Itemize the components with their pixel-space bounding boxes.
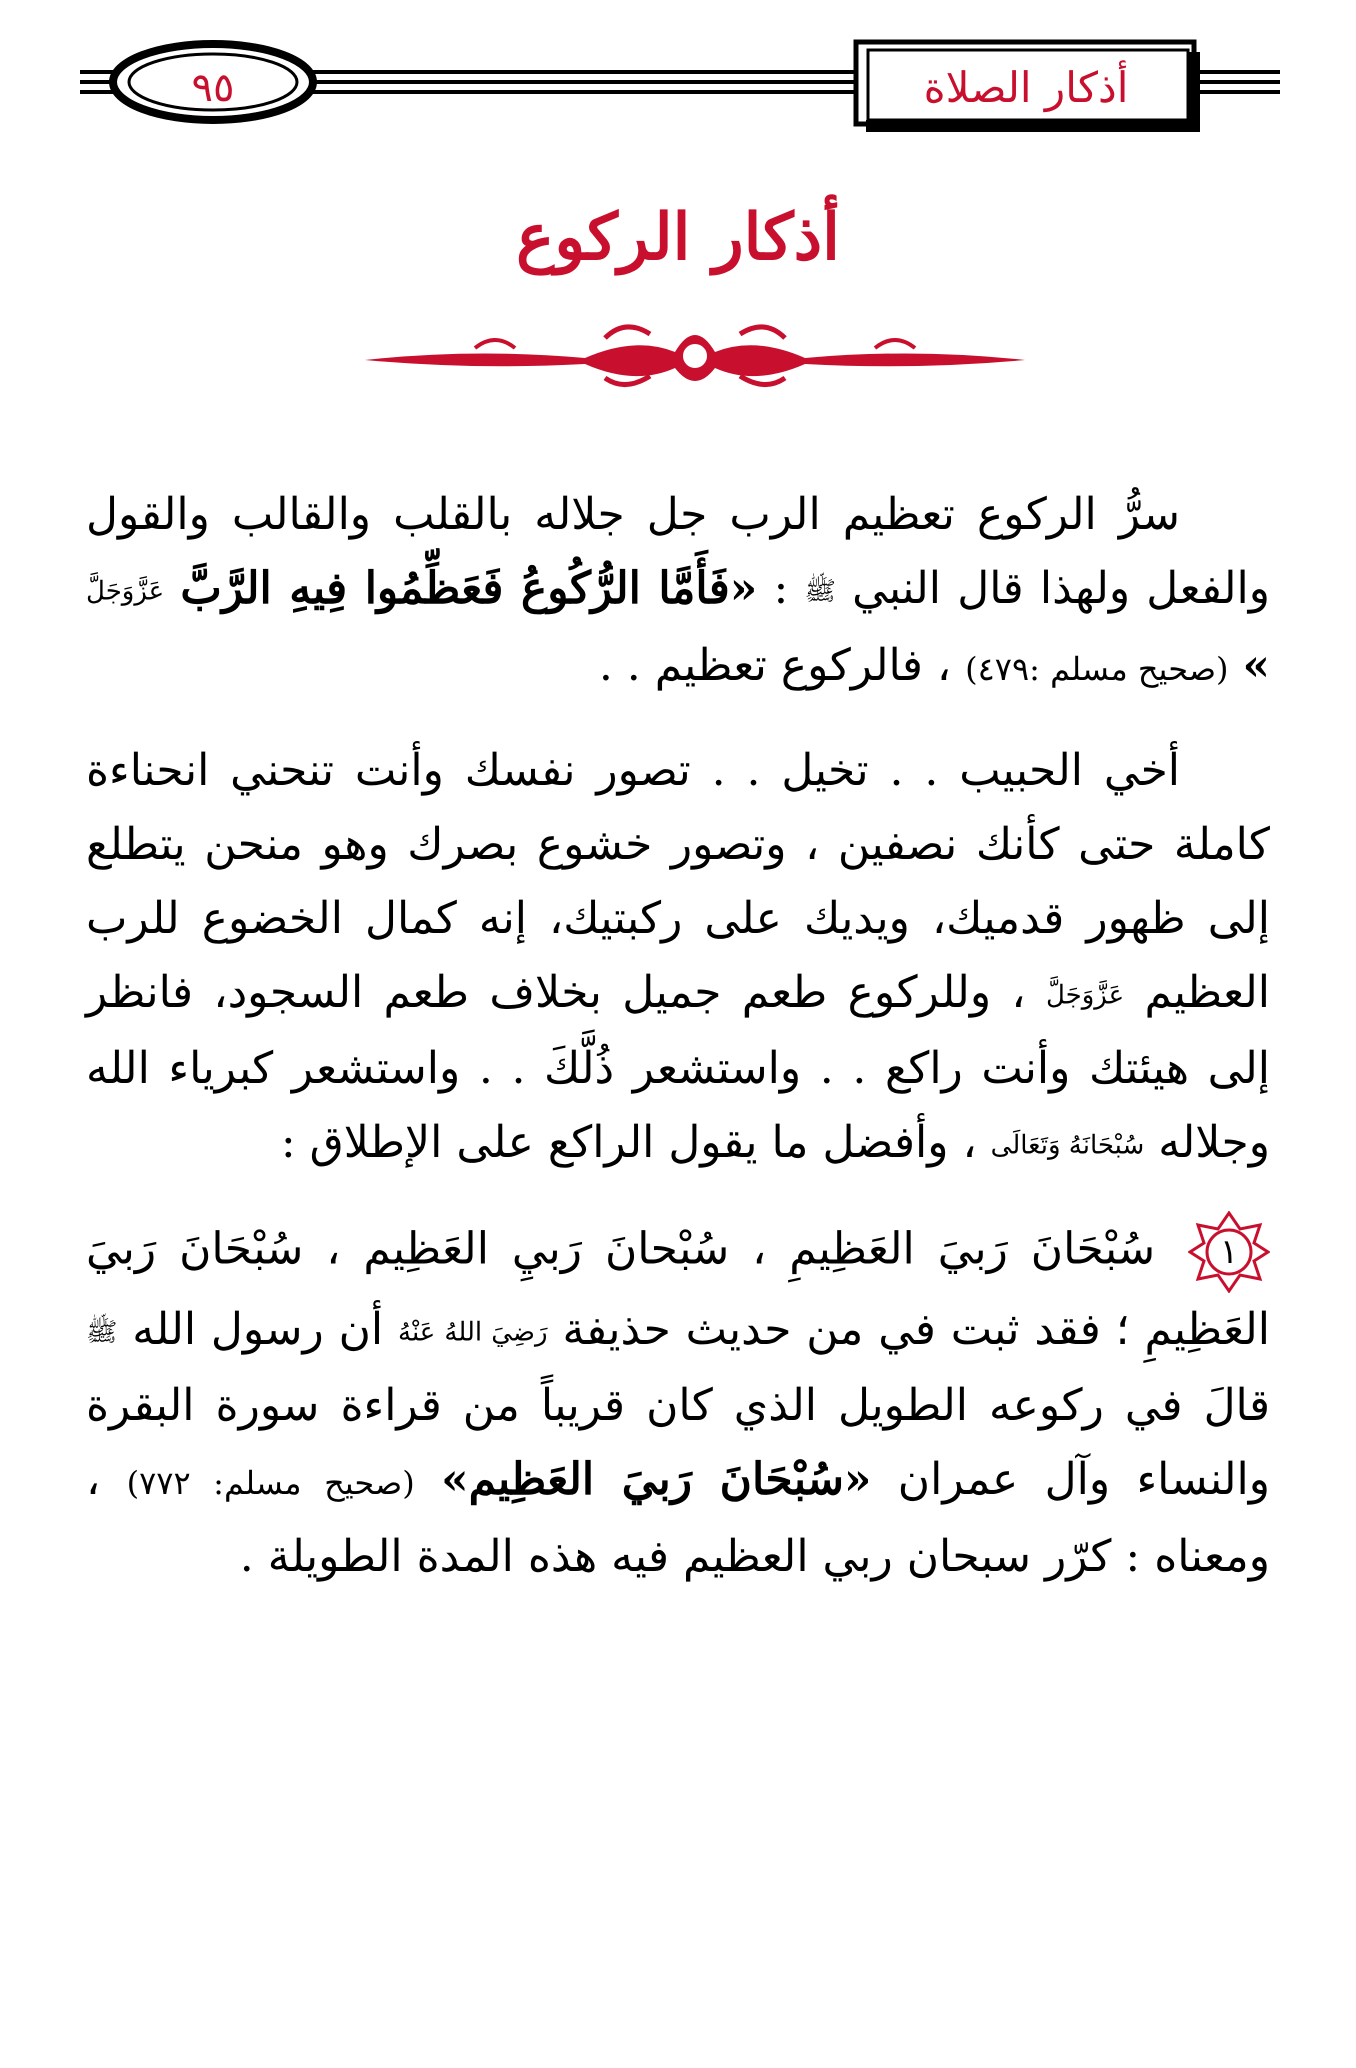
p3-honorific-1: رَضِيَ اللهُ عَنْهُ (398, 1317, 548, 1347)
p3-text-1: سُبْحَانَ رَبيَ العَظِيمِ ، سُبْحانَ رَبيِ العَظِيم ، سُبْحَانَ رَبيَ العَظِيمِ ؛ فقد ثبت في من حديث حذيفة (86, 1223, 1270, 1355)
p2-honorific-1: عَزَّوَجَلَّ (1045, 980, 1125, 1010)
p2-text-3: ، وأفضل ما يقول الراكع على الإطلاق : (280, 1117, 977, 1168)
number-badge (1188, 1211, 1270, 1293)
badge-number: ١ (1219, 1231, 1239, 1272)
chapter-title: أذكار الركوع (516, 200, 840, 275)
p1-text-2: : (757, 563, 789, 614)
p1-honorific-1: ﷺ (804, 576, 836, 607)
p3-text-3: قالَ في ركوعه الطويل الذي كان قريباً من قراءة سورة البقرة والنساء وآل عمران (86, 1380, 1270, 1505)
title-ornament-icon (355, 308, 1035, 394)
paragraph-3 (86, 1211, 1270, 1595)
paragraph-2 (86, 734, 1270, 1183)
page-header (0, 0, 1356, 160)
p3-dhikr-quote: «سُبْحَانَ رَبيَ العَظِيم» (441, 1454, 872, 1505)
p1-reference: (صحيح مسلم :٤٧٩) (965, 649, 1229, 688)
p3-text-4: ، ومعناه : كرّر سبحان ربي العظيم فيه هذه المدة الطويلة . (86, 1454, 1270, 1582)
p2-text-1: أخي الحبيب . . تخيل . . تصور نفسك وأنت تنحني انحناءة كاملة حتى كأنك نصفين ، وتصور خشوع بصرك وهو منحن يتطلع إلى ظهور قدميك، ويديك على ركبتيك، إنه كمال الخضوع للرب العظيم (86, 744, 1270, 1018)
p1-text-3: ، فالركوع تعظيم . . (598, 639, 952, 691)
p3-reference: (صحيح مسلم: ٧٧٢) (126, 1464, 415, 1502)
p1-text-1: سرُّ الركوع تعظيم الرب جل جلاله بالقلب والقالب والقول والفعل ولهذا قال النبي (86, 489, 1270, 614)
p2-text-2: ، وللركوع طعم جميل بخلاف طعم السجود، فانظر إلى هيئتك وأنت راكع . . واستشعر ذُلَّكَ . . واستشعر كبرياء الله وجلاله (86, 966, 1270, 1168)
body-text (86, 478, 1270, 1622)
page-number: ٩٥ (191, 65, 235, 111)
p1-hadith-quote: «فَأَمَّا الرُّكُوعُ فَعَظِّمُوا فِيهِ الرَّبَّ (180, 563, 758, 614)
section-label: أذكار الصلاة (923, 62, 1129, 112)
p1-quote-end: » (1242, 639, 1270, 691)
p1-honorific-2: عَزَّوَجَلَّ (86, 576, 165, 607)
p2-honorific-2: سُبْحَانَهُ وَتَعَالَى (990, 1130, 1145, 1161)
p3-honorific-2: ﷺ (86, 1317, 118, 1347)
p3-text-2: أن رسول الله (132, 1303, 384, 1355)
paragraph-1 (86, 478, 1270, 706)
